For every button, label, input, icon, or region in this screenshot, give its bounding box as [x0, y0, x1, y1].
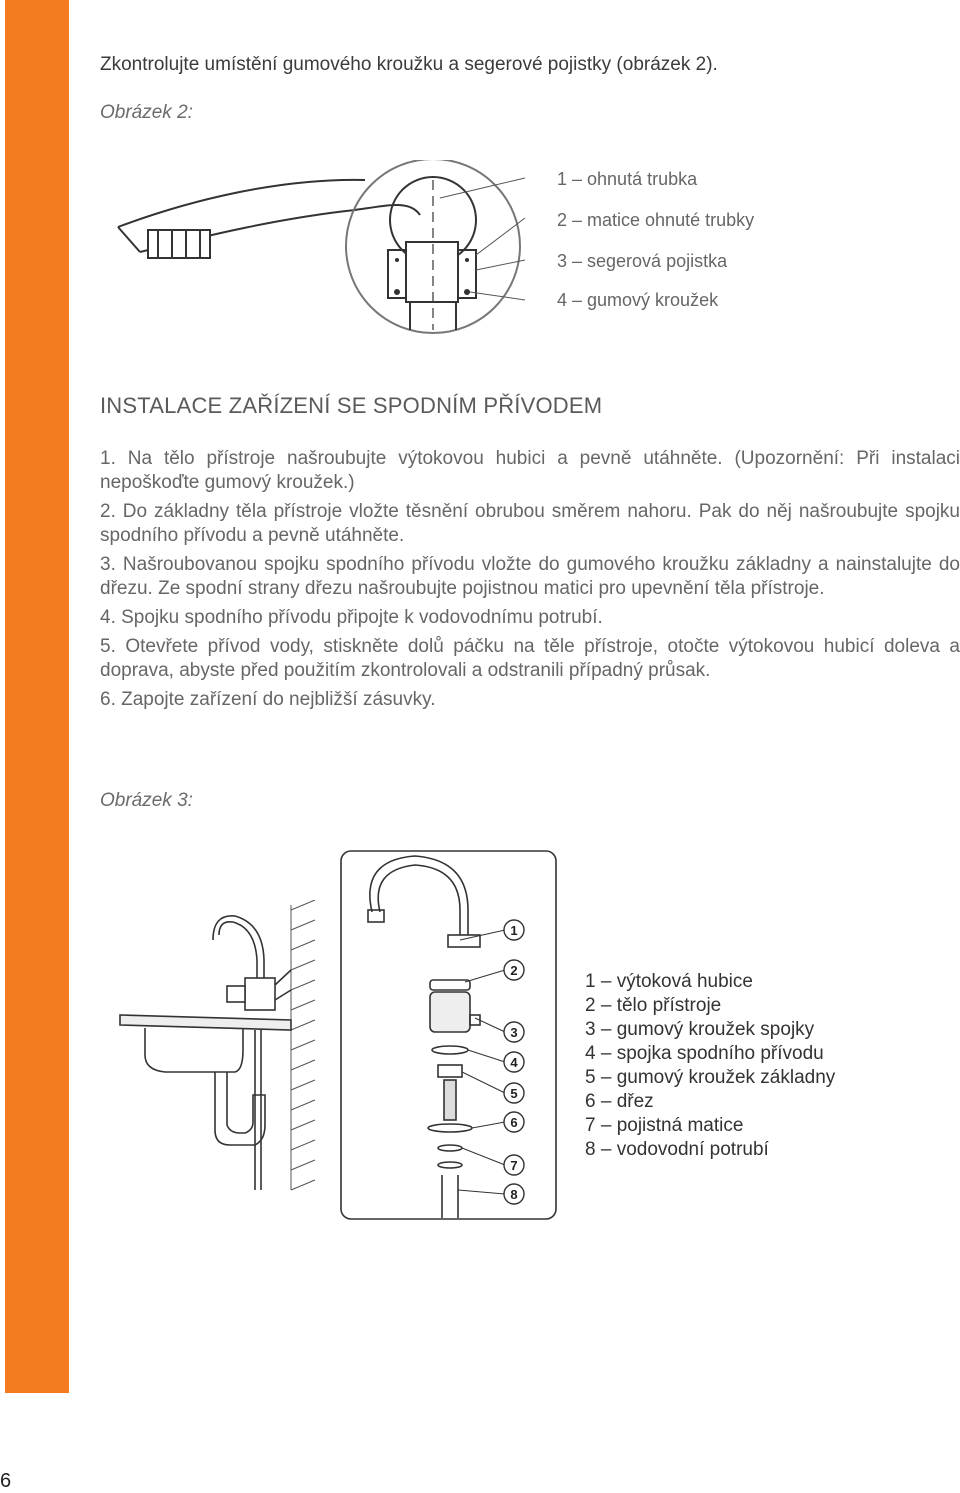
- callout-3: 3: [510, 1025, 518, 1040]
- callout-8: 8: [510, 1187, 518, 1202]
- figure3-legend-item: 2 – tělo přístroje: [585, 995, 722, 1016]
- figure2-legend-item: 4 – gumový kroužek: [557, 290, 719, 310]
- section-heading: INSTALACE ZAŘÍZENÍ SE SPODNÍM PŘÍVODEM: [100, 393, 603, 418]
- sink-installation-drawing: [115, 900, 325, 1200]
- step-3: 3. Našroubovanou spojku spodního přívodu vložte do gumového kroužku základny a nainstalujte do dřezu. Ze spodní strany dřezu našroubujte pojistnou matici pro upevnění těla přístroje.: [100, 554, 960, 599]
- callout-1: 1: [510, 923, 518, 938]
- callout-4: 4: [510, 1055, 518, 1070]
- figure3-legend-item: 4 – spojka spodního přívodu: [585, 1043, 824, 1064]
- step-4: 4. Spojku spodního přívodu připojte k vodovodnímu potrubí.: [100, 607, 603, 628]
- callout-6: 6: [510, 1115, 518, 1130]
- page-number: 6: [0, 1470, 12, 1492]
- figure3-legend-item: 8 – vodovodní potrubí: [585, 1139, 769, 1160]
- step-6: 6. Zapojte zařízení do nejbližší zásuvky.: [100, 689, 436, 710]
- figure2-label: Obrázek 2:: [100, 102, 193, 123]
- exploded-parts-drawing: [340, 850, 560, 1220]
- figure3-legend-item: 5 – gumový kroužek základny: [585, 1067, 836, 1088]
- intro-text: Zkontrolujte umístění gumového kroužku a segerové pojistky (obrázek 2).: [100, 54, 718, 75]
- figure3-legend: [585, 970, 835, 1162]
- orange-side-bar: [5, 0, 69, 1393]
- installation-steps: [100, 447, 960, 717]
- figure3-legend-item: 6 – dřez: [585, 1091, 654, 1112]
- callout-7: 7: [510, 1158, 518, 1173]
- figure3-legend-item: 7 – pojistná matice: [585, 1115, 744, 1136]
- figure3-legend-item: 1 – výtoková hubice: [585, 971, 753, 992]
- figure2-legend-item: 3 – segerová pojistka: [557, 251, 728, 271]
- step-5: 5. Otevřete přívod vody, stiskněte dolů páčku na těle přístroje, otočte výtokovou hubicí doleva a doprava, abyste před použitím zkontrolovali a odstranili případný průsak.: [100, 636, 960, 681]
- callout-5: 5: [510, 1086, 518, 1101]
- figure2-legend-item: 1 – ohnutá trubka: [557, 169, 698, 189]
- step-1: 1. Na tělo přístroje našroubujte výtokovou hubici a pevně utáhněte. (Upozornění: Při instalaci nepoškoďte gumový kroužek.): [100, 448, 960, 493]
- callout-2: 2: [510, 963, 518, 978]
- figure2-legend-item: 2 – matice ohnuté trubky: [557, 210, 755, 230]
- figure3-legend-item: 3 – gumový kroužek spojky: [585, 1019, 815, 1040]
- figure2-drawing: [110, 160, 530, 335]
- figure3-label: Obrázek 3:: [100, 790, 193, 811]
- step-2: 2. Do základny těla přístroje vložte těsnění obrubou směrem nahoru. Pak do něj našroubujte spojku spodního přívodu a pevně utáhněte.: [100, 501, 960, 546]
- figure2-legend: [557, 168, 754, 330]
